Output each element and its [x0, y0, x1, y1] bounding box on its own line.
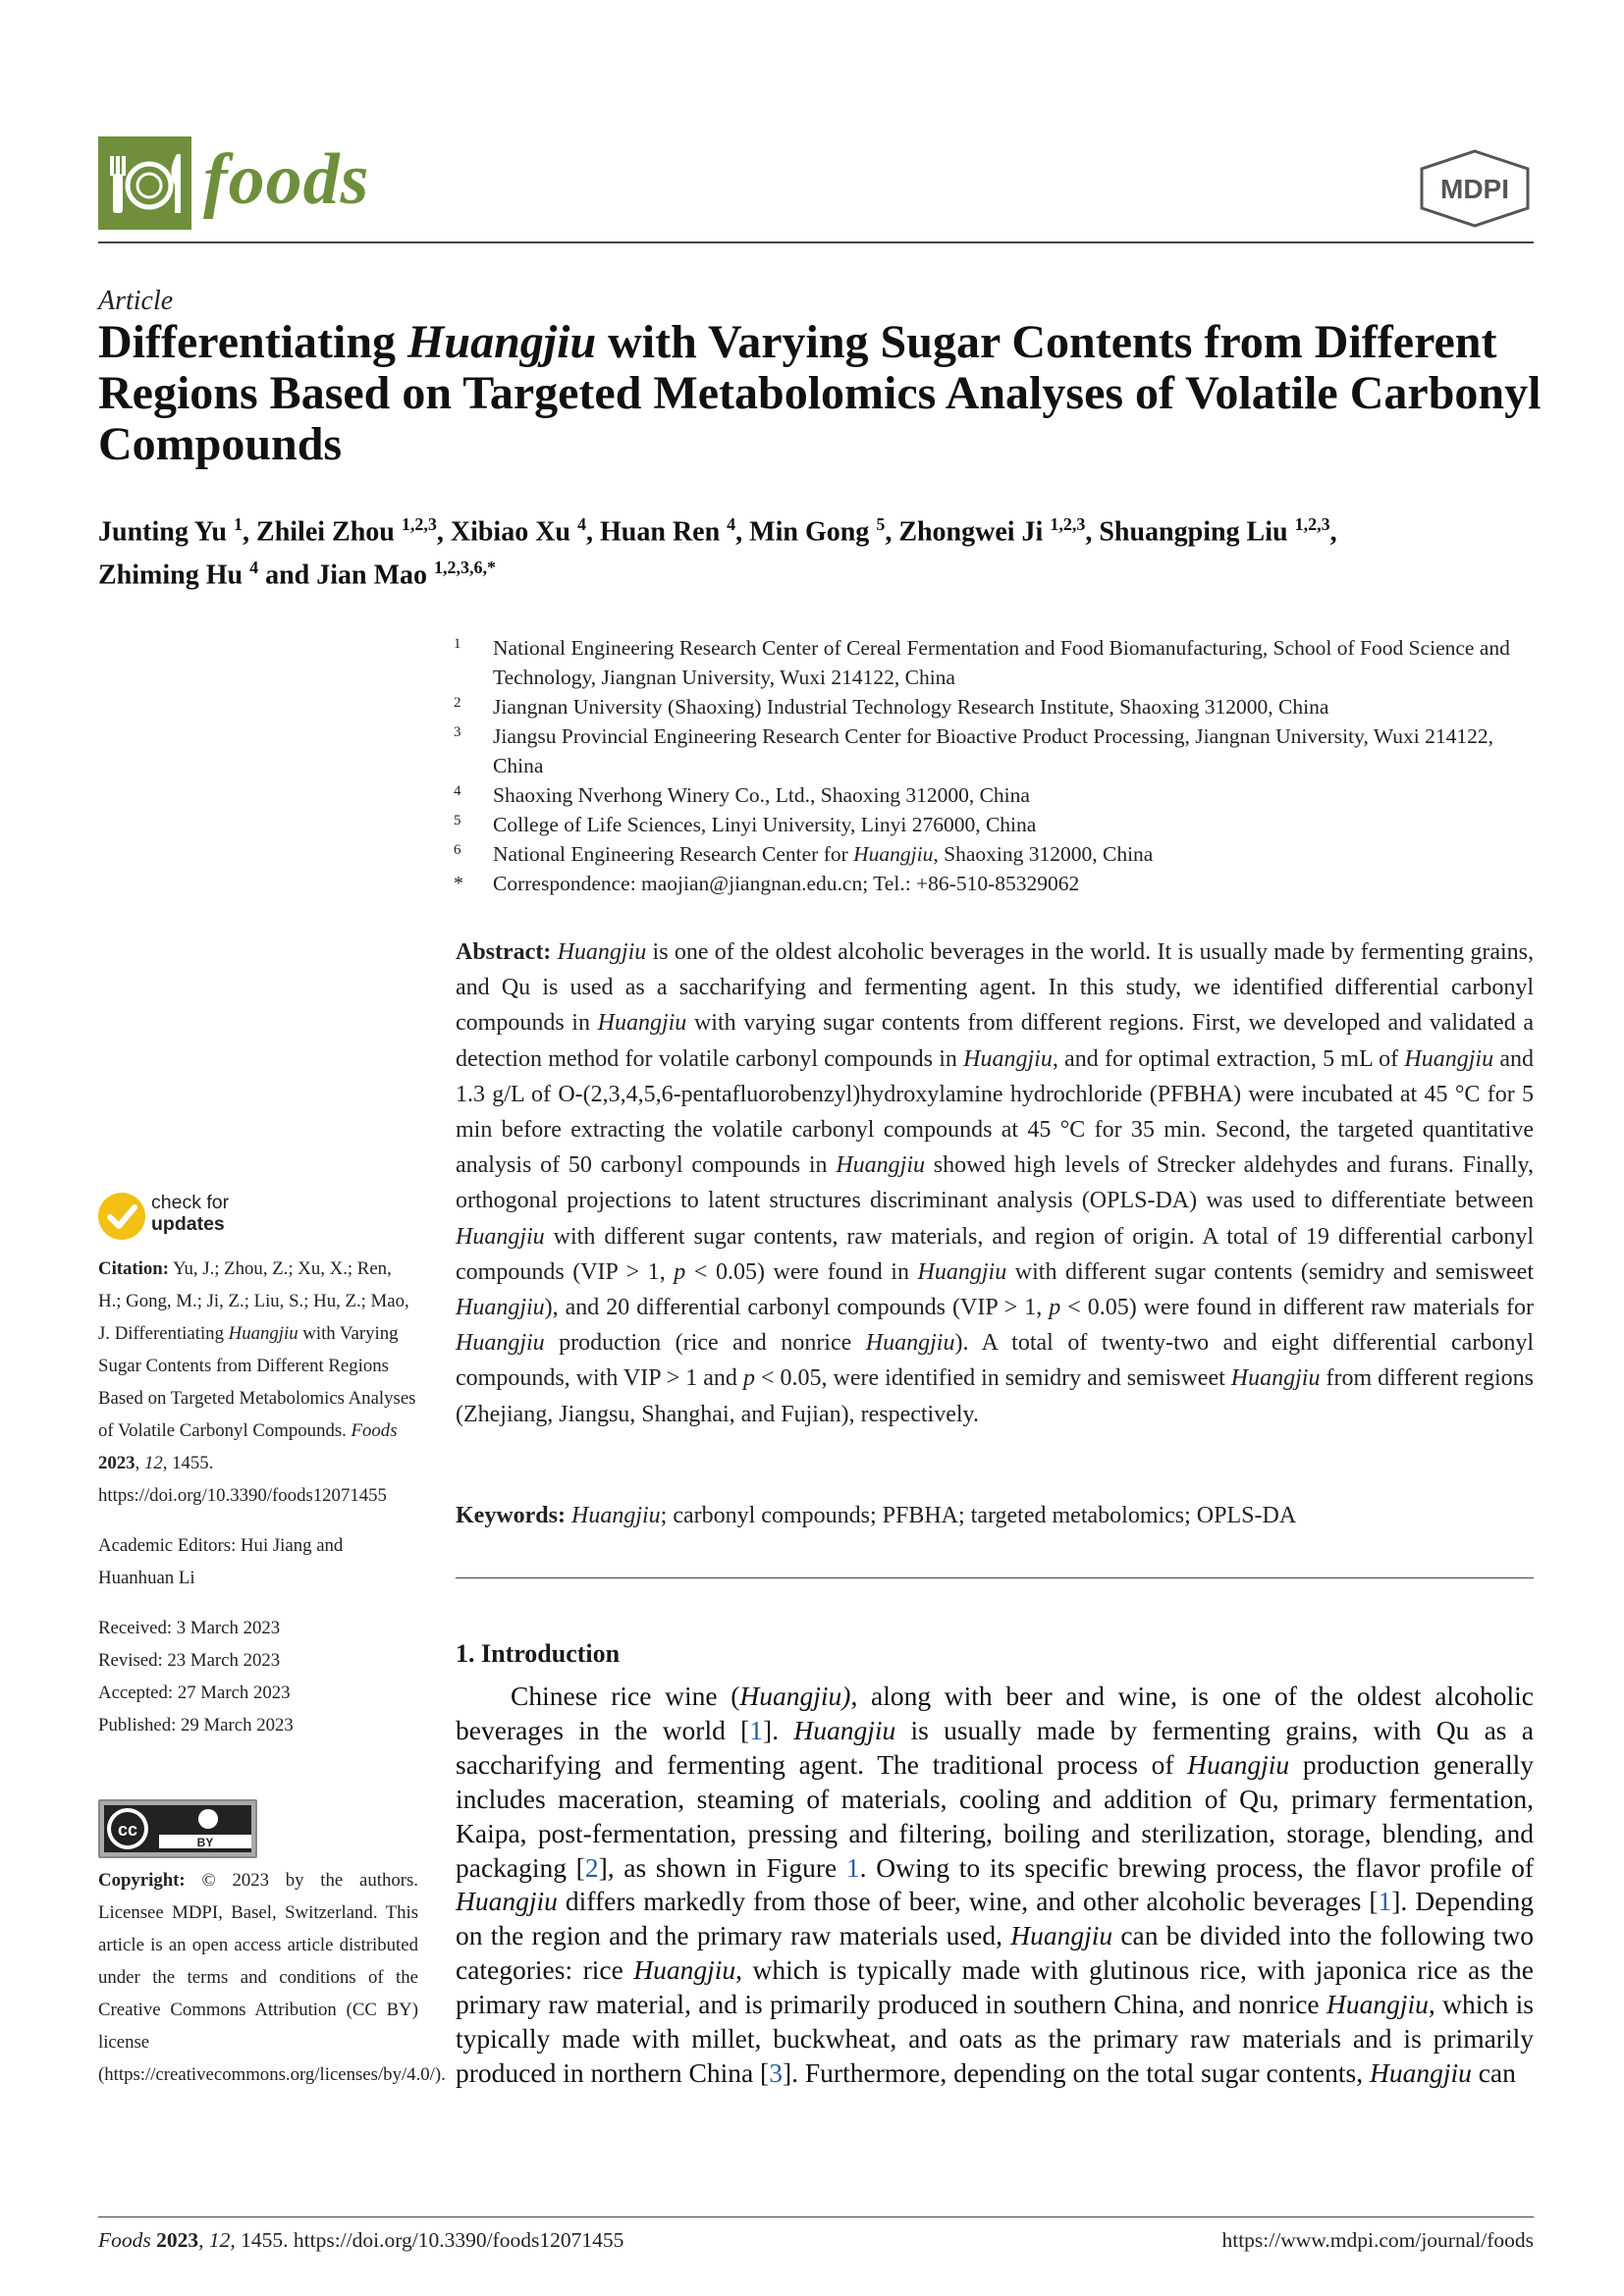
footer-divider — [98, 2216, 1534, 2217]
correspondence-text: Correspondence: maojian@jiangnan.edu.cn; Tel.: +86-510-85329062 — [493, 872, 1080, 895]
author-separator: and — [258, 560, 317, 591]
author-affiliation-marker: 4 — [249, 558, 259, 578]
author-separator: , — [1329, 516, 1337, 548]
check-for-updates-button[interactable] — [98, 1191, 265, 1245]
abstract.segments-text: showed high levels of Strecker aldehydes and furans. Finally, orthogonal projections to latent structures discriminant analysis (OPLS-DA) was used to differentiate between — [456, 1152, 1534, 1214]
sidebar.citation_segments-text: , 1455. https://doi.org/10.3390/foods12071455 — [98, 1453, 387, 1506]
introduction.segments-text: ]. Furthermore, depending on the total sugar contents, — [782, 2056, 1370, 2088]
introduction.segments-text: Huangjiu — [1010, 1920, 1113, 1951]
header-divider — [98, 241, 1534, 243]
affiliation — [454, 721, 1534, 780]
affiliation-text-italic: Huangjiu — [853, 842, 934, 866]
abstract.segments-text: < 0.05) were found in — [685, 1258, 918, 1285]
title-part: Differentiating — [98, 316, 408, 368]
author-affiliation-marker: 1,2,3 — [1294, 514, 1330, 534]
abstract.segments-text: with varying sugar contents from different regions. First, we developed and validated a detection method for volatile carbonyl compounds in — [456, 1010, 1535, 1072]
check-for-label: check for — [151, 1192, 230, 1213]
footer.left_segments-text: , — [198, 2228, 209, 2252]
abstract.segments-text: Huangjiu — [456, 1295, 545, 1321]
journal-logo — [98, 136, 191, 230]
abstract.segments-text: p — [1049, 1295, 1061, 1321]
author-separator: , — [243, 516, 257, 548]
academic-editors: Academic Editors: Hui Jiang and Huanhuan Li — [98, 1535, 344, 1588]
correspondence-marker: * — [454, 873, 463, 894]
author-affiliation-marker: 4 — [727, 514, 736, 534]
citation — [98, 1253, 418, 1512]
author-name[interactable]: Zhilei Zhou — [256, 516, 402, 548]
affiliation-text: Shaoxing Nverhong Winery Co., Ltd., Shaoxing 312000, China — [493, 783, 1030, 807]
introduction.segments-text: ]. Depending on the region and the primary raw materials used, — [456, 1886, 1534, 1951]
abstract.segments-text: from different regions (Zhejiang, Jiangsu, Shanghai, and Fujian), respectively. — [456, 1365, 1534, 1427]
author-affiliation-marker: 4 — [577, 514, 587, 534]
affiliation-number: 6 — [454, 842, 461, 858]
introduction.segments-text: , which is typically made with millet, buckwheat, and oats as the primary raw materials and is primarily produced in northern China [ — [456, 1989, 1534, 2088]
abstract-body — [456, 939, 1534, 1427]
introduction.segments-text: , which is typically made with glutinous rice, with japonica rice as the primary raw material, and is primarily produced in southern China, and nonrice — [456, 1954, 1534, 2020]
affiliation-text: Jiangsu Provincial Engineering Research Center for Bioactive Product Processing, Jiangnan University, Wuxi 214122, China — [493, 724, 1493, 777]
abstract.segments-text: production (rice and nonrice — [544, 1330, 866, 1357]
introduction.segments-text: Chinese rice wine ( — [511, 1681, 740, 1711]
footer-journal-url[interactable]: https://www.mdpi.com/journal/foods — [1221, 2228, 1534, 2252]
copyright-notice — [98, 1864, 446, 2091]
affiliation-number: 3 — [454, 724, 461, 740]
abstract.segments-text: Huangjiu — [1404, 1045, 1494, 1072]
affiliation — [454, 780, 1534, 810]
introduction.segments-text: Huangjiu — [793, 1714, 896, 1745]
sidebar.citation_segments-text: Foods — [351, 1420, 398, 1441]
reference-link[interactable]: 1 — [749, 1714, 764, 1745]
footer.left_segments-text: Foods — [98, 2228, 151, 2252]
cc-by-license-badge[interactable] — [98, 1799, 257, 1858]
author-separator: , — [735, 516, 750, 548]
author-separator: , — [885, 516, 899, 548]
abstract.segments-text: Huangjiu — [836, 1152, 925, 1179]
date-revised: Revised: 23 March 2023 — [98, 1650, 281, 1671]
abstract.segments-text: Huangjiu — [963, 1045, 1053, 1072]
mdpi-logo — [1416, 149, 1534, 228]
abstract.segments-text: p — [674, 1258, 686, 1285]
journal-name: foods — [203, 139, 370, 220]
abstract.segments-text: Huangjiu — [597, 1010, 687, 1037]
title-part: with Varying Sugar Contents from Different Regions Based on Targeted Metabolomics Analyses of Volatile Carbonyl Compounds — [98, 316, 1542, 470]
date-received: Received: 3 March 2023 — [98, 1618, 281, 1638]
introduction.segments-text: differs markedly from those of beer, wine, and other alcoholic beverages [ — [557, 1886, 1379, 1917]
author-name[interactable]: Xibiao Xu — [450, 516, 578, 548]
abstract.segments-text: ), and 20 differential carbonyl compounds (VIP > 1, — [544, 1295, 1050, 1321]
author-list — [98, 507, 1542, 594]
author-name[interactable]: Jian Mao — [316, 560, 434, 591]
publisher-name: MDPI — [1440, 174, 1509, 204]
reference-link[interactable]: 1 — [1378, 1886, 1392, 1917]
date-published: Published: 29 March 2023 — [98, 1715, 294, 1735]
author-name[interactable]: Zhongwei Ji — [898, 516, 1051, 548]
sidebar.citation_segments-text: with Varying Sugar Contents from Different Regions Based on Targeted Metabolomics Analyses of Volatile Carbonyl Compounds. — [98, 1323, 416, 1441]
by-label: BY — [196, 1836, 214, 1849]
date-accepted: Accepted: 27 March 2023 — [98, 1682, 291, 1703]
author-affiliation-marker: 1 — [234, 514, 244, 534]
sidebar.citation_segments-text: 12 — [143, 1453, 163, 1473]
author-affiliation-marker: 1,2,3 — [1050, 514, 1086, 534]
introduction.segments-text: , along with beer and wine, is one of the oldest alcoholic beverages in the world [ — [456, 1681, 1534, 1745]
author-affiliation-marker: 1,2,3,6,* — [434, 558, 496, 578]
abstract.segments-text: Huangjiu — [456, 1223, 545, 1250]
author-name[interactable]: Min Gong — [749, 516, 877, 548]
abstract.segments-text: Huangjiu — [865, 1330, 955, 1357]
abstract.segments-text: p — [742, 1365, 755, 1392]
affiliation-text: National Engineering Research Center of Cereal Fermentation and Food Biomanufacturing, School of Food Science and Technology, Jiangnan University, Wuxi 214122, China — [493, 636, 1510, 689]
correspondence — [454, 869, 1534, 898]
introduction.segments-text: Huangjiu — [1326, 1989, 1429, 2020]
introduction.segments-text: Huangjiu — [633, 1954, 736, 1986]
affiliation-text: Jiangnan University (Shaoxing) Industrial Technology Research Institute, Shaoxing 312000, China — [493, 695, 1329, 719]
author-affiliation-marker: 1,2,3 — [401, 514, 437, 534]
check-icon — [98, 1193, 145, 1240]
copyright-text: © 2023 by the authors. Licensee MDPI, Basel, Switzerland. This article is an open access article distributed under the terms and conditions of the Creative Commons Attribution (CC BY) license (https://creativecommons.org/licenses/by/4.0/). — [98, 1870, 446, 2085]
reference-link[interactable]: 2 — [584, 1851, 599, 1883]
author-name[interactable]: Huan Ren — [600, 516, 728, 548]
abstract.segments-text: is one of the oldest alcoholic beverages in the world. It is usually made by fermenting grains, and Qu is used as a saccharifying and fermenting agent. In this study, we identified differential carbonyl compounds in — [456, 939, 1534, 1037]
plate-cutlery-icon — [98, 136, 191, 230]
cc-label: cc — [117, 1820, 138, 1840]
sidebar.citation_segments-text: , — [135, 1453, 144, 1473]
author-name[interactable]: Junting Yu — [98, 516, 235, 548]
abstract.segments-text: with different sugar contents, raw materials, and region of origin. A total of 19 differential carbonyl compounds (VIP > 1, — [456, 1223, 1534, 1285]
footer.left_segments-text: 2023 — [156, 2228, 199, 2252]
affiliation-number: 2 — [454, 695, 461, 711]
introduction.segments-text: ]. — [763, 1714, 794, 1745]
abstract.segments-text: ). A total of twenty-two and eight differential carbonyl compounds, with VIP > 1 and — [456, 1330, 1534, 1392]
introduction.segments-text: Huangjiu — [1187, 1748, 1290, 1780]
affiliation — [454, 692, 1534, 721]
abstract-label: Abstract: — [456, 939, 552, 965]
abstract.segments-text: Huangjiu — [1230, 1365, 1321, 1392]
reference-link[interactable]: 3 — [769, 2056, 783, 2088]
abstract.segments-text: < 0.05) were found in different raw materials for — [1060, 1295, 1535, 1321]
sidebar.citation_segments-text: 2023 — [98, 1453, 135, 1473]
updates-label: updates — [151, 1213, 225, 1235]
introduction.segments-text: . Owing to its specific brewing process, the flavor profile of — [859, 1851, 1534, 1883]
author-name[interactable]: Zhiming Hu — [98, 560, 250, 591]
author-name[interactable]: Shuangping Liu — [1099, 516, 1295, 548]
section-divider — [456, 1577, 1534, 1578]
article-title — [98, 317, 1542, 470]
affiliation-text: National Engineering Research Center for — [493, 842, 854, 866]
introduction.segments-text: can be divided into the following two categories: rice — [456, 1920, 1535, 1986]
abstract.segments-text: with different sugar contents (semidry and semisweet — [1006, 1258, 1534, 1285]
affiliation-number: 1 — [454, 636, 461, 652]
copyright-label: Copyright: — [98, 1870, 186, 1891]
footer-citation — [98, 2226, 623, 2254]
reference-link[interactable]: 1 — [845, 1851, 860, 1883]
article-type: Article — [98, 286, 174, 316]
keywords.segments-text: ; carbonyl compounds; PFBHA; targeted metabolomics; OPLS-DA — [660, 1503, 1297, 1528]
author-separator: , — [436, 516, 451, 548]
introduction.segments-text: Huangjiu) — [739, 1681, 851, 1711]
keywords — [456, 1499, 1534, 1532]
affiliation-number: 4 — [454, 783, 461, 799]
affiliation — [454, 839, 1534, 869]
sidebar.citation_segments-text: Yu, J.; Zhou, Z.; Xu, X.; Ren, H.; Gong, M.; Ji, Z.; Liu, S.; Hu, Z.; Mao, J. Differentiating — [98, 1258, 409, 1344]
abstract — [456, 934, 1534, 1432]
abstract.segments-text: Huangjiu — [917, 1258, 1007, 1285]
footer.left_segments-text: , 1455. https://doi.org/10.3390/foods12071455 — [230, 2228, 624, 2252]
introduction.segments-text: can — [1471, 2056, 1516, 2088]
affiliation — [454, 633, 1534, 692]
title-part-italic: Huangjiu — [407, 316, 597, 368]
author-affiliation-marker: 5 — [876, 514, 886, 534]
abstract.segments-text: , and for optimal extraction, 5 mL of — [1052, 1045, 1405, 1072]
section-heading: 1. Introduction — [456, 1639, 621, 1668]
abstract.segments-text: and 1.3 g/L of O-(2,3,4,5,6-pentafluorobenzyl)hydroxylamine hydrochloride (PFBHA) were incubated at 45 °C for 5 min before extracting the volatile carbonyl compounds at 45 °C for 35 min. Second, the targeted quantitative analysis of 50 carbonyl compounds in — [456, 1045, 1535, 1179]
citation-label: Citation: — [98, 1258, 169, 1279]
introduction.segments-text: Huangjiu — [1369, 2056, 1472, 2088]
affiliations — [454, 633, 1534, 898]
abstract.segments-text: Huangjiu — [456, 1330, 545, 1357]
keywords-body — [571, 1503, 1296, 1528]
introduction.segments-text: is usually made by fermenting grains, with Qu as a saccharifying and fermenting agent. The traditional process of — [456, 1714, 1534, 1780]
affiliation — [454, 810, 1534, 839]
introduction.segments-text: ], as shown in Figure — [598, 1851, 846, 1883]
citation-body — [98, 1258, 415, 1506]
affiliation-number: 5 — [454, 813, 461, 828]
footer.left_segments-text: 12 — [208, 2228, 231, 2252]
introduction.segments-text: production generally includes maceration, steaming of materials, cooling and addition of Qu, primary fermentation, Kaipa, post-fermentation, pressing and filtering, boiling and sterilization, storage, blending, and packaging [ — [456, 1748, 1535, 1883]
keywords.segments-text: Huangjiu — [570, 1503, 661, 1528]
keywords-label: Keywords: — [456, 1503, 566, 1528]
abstract.segments-text: < 0.05, were identified in semidry and semisweet — [754, 1365, 1231, 1392]
introduction-body — [456, 1680, 1534, 2091]
author-separator: , — [1085, 516, 1100, 548]
sidebar.citation_segments-text: Huangjiu — [228, 1323, 298, 1344]
introduction.segments-text: Huangjiu — [456, 1886, 558, 1917]
affiliation-text: College of Life Sciences, Linyi University, Linyi 276000, China — [493, 813, 1037, 836]
sidebar — [98, 1253, 418, 1741]
affiliation-text: , Shaoxing 312000, China — [933, 842, 1154, 866]
author-separator: , — [586, 516, 601, 548]
abstract.segments-text: Huangjiu — [557, 939, 647, 965]
